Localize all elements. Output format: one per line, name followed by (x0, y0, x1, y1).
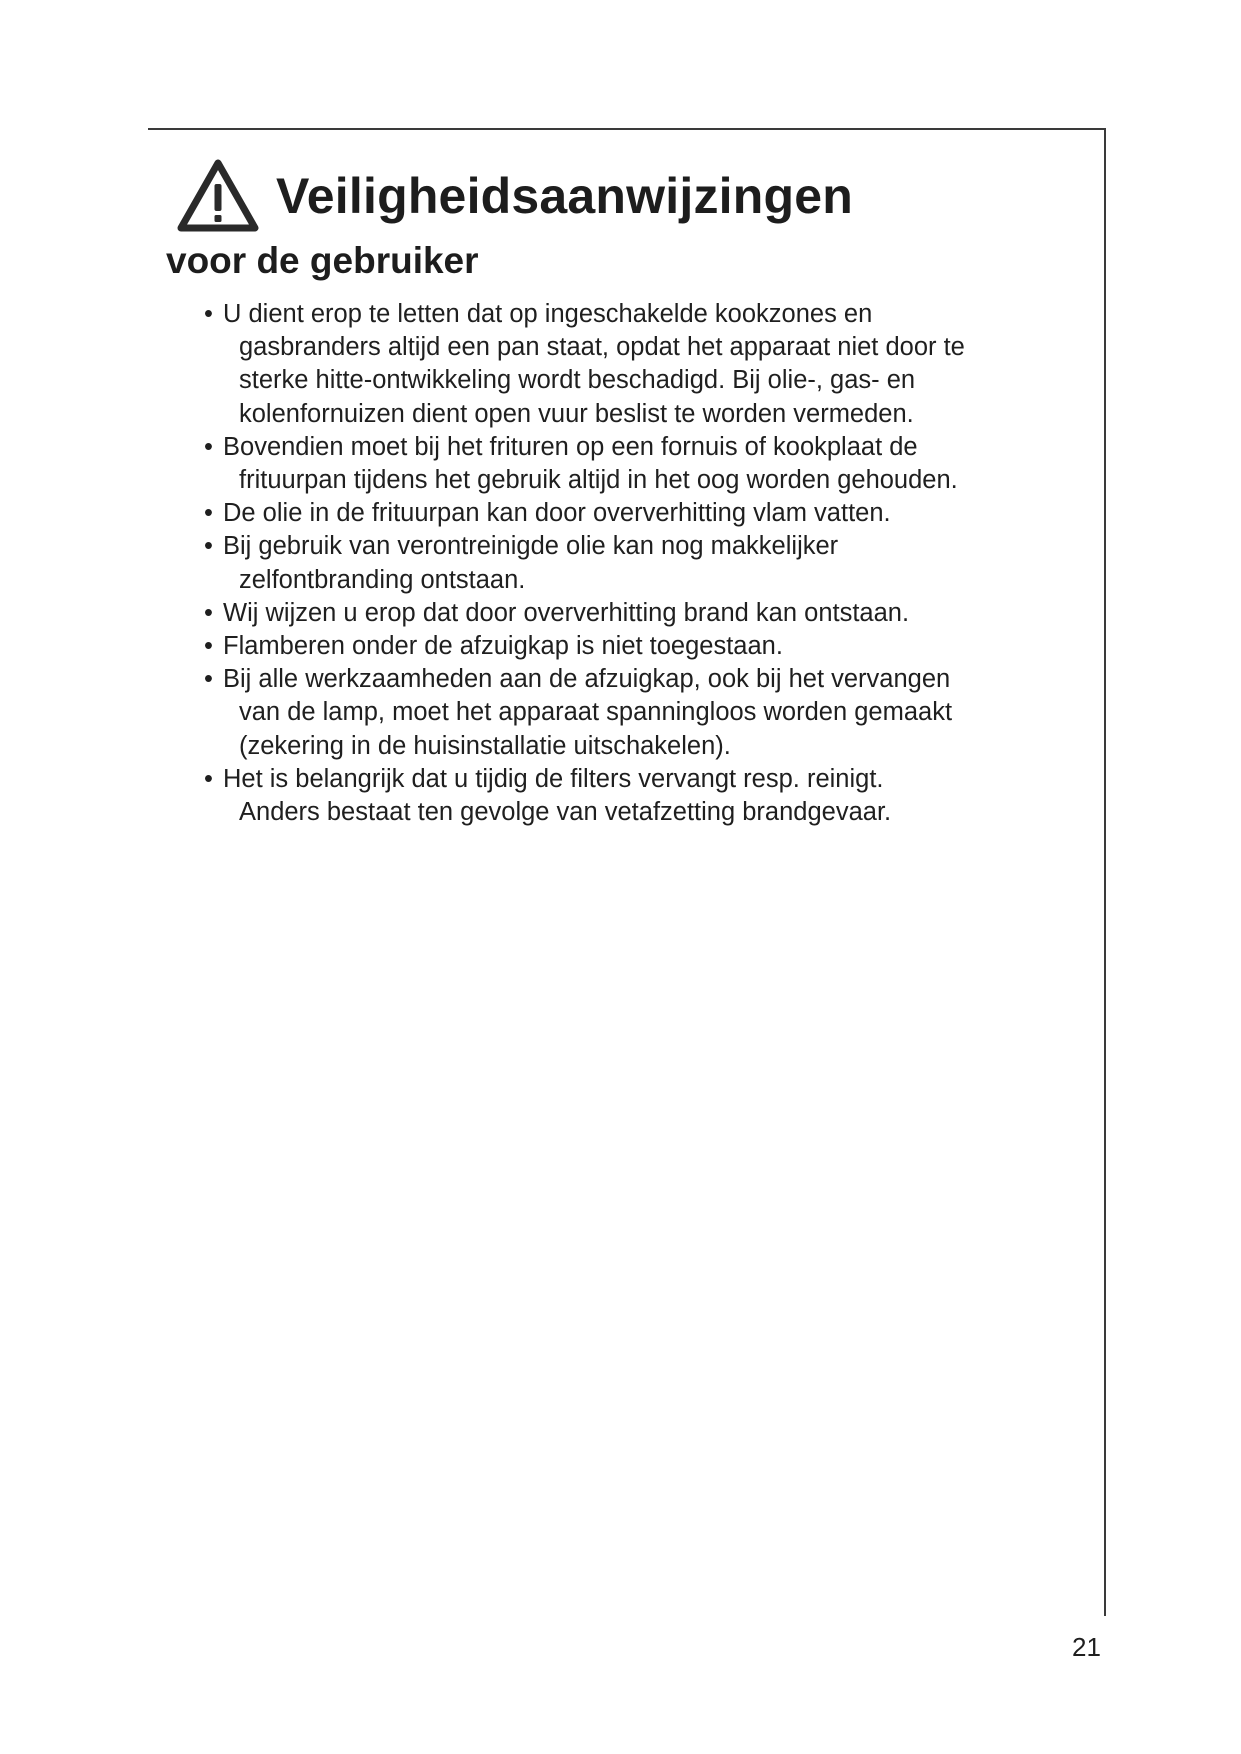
bullet-text-line: (zekering in de huisinstallatie uitschakelen). (239, 731, 731, 760)
bullet-text-line: zelfontbranding ontstaan. (239, 565, 526, 594)
bullet-text-line: Wij wijzen u erop dat door oververhitting brand kan ontstaan. (223, 598, 910, 627)
bullet-text-line: U dient erop te letten dat op ingeschakelde kookzones en (223, 300, 873, 328)
bullet-text-line: gasbranders altijd een pan staat, opdat het apparaat niet door te (239, 333, 965, 362)
list-item (204, 497, 1084, 530)
bullet-icon: • (204, 432, 213, 461)
list-item (204, 431, 1084, 497)
warning-triangle-icon (176, 158, 260, 234)
page-title: Veiligheidsaanwijzingen (276, 168, 853, 224)
title-row (176, 158, 853, 234)
list-item (204, 763, 1084, 829)
top-rule (148, 128, 1106, 130)
bullet-text-line: Bij alle werkzaamheden aan de afzuigkap, ook bij het vervangen (223, 665, 951, 694)
bullet-icon: • (204, 764, 213, 793)
right-rule (1104, 128, 1106, 1616)
safety-bullet-list (204, 298, 1084, 829)
bullet-text-line: Het is belangrijk dat u tijdig de filters vervangt resp. reinigt. (223, 764, 884, 793)
bullet-text-line: Bovendien moet bij het frituren op een fornuis of kookplaat de (223, 432, 918, 461)
bullet-text-line: frituurpan tijdens het gebruik altijd in het oog worden gehouden. (239, 466, 958, 495)
bullet-icon: • (204, 632, 213, 661)
list-item (204, 530, 1084, 596)
bullet-text-line: van de lamp, moet het apparaat spanningloos worden gemaakt (239, 698, 953, 727)
bullet-icon: • (204, 300, 213, 328)
bullet-text-line: Anders bestaat ten gevolge van vetafzetting brandgevaar. (239, 798, 892, 827)
list-item (204, 597, 1084, 630)
bullet-icon: • (204, 598, 213, 627)
bullet-icon: • (204, 499, 213, 528)
bullet-icon: • (204, 532, 213, 561)
bullet-text-line: kolenfornuizen dient open vuur beslist te worden vermeden. (239, 399, 914, 428)
list-item (204, 663, 1084, 763)
bullet-icon: • (204, 665, 213, 694)
bullet-text-line: Flamberen onder de afzuigkap is niet toegestaan. (223, 632, 783, 661)
bullet-text-line: Bij gebruik van verontreinigde olie kan nog makkelijker (223, 532, 839, 561)
page-subtitle: voor de gebruiker (166, 240, 479, 281)
bullet-text-line: De olie in de frituurpan kan door oververhitting vlam vatten. (223, 499, 891, 528)
page-number: 21 (1072, 1632, 1101, 1662)
list-item (204, 630, 1084, 663)
bullet-text-line: sterke hitte-ontwikkeling wordt beschadigd. Bij olie-, gas- en (239, 366, 916, 395)
list-item (204, 298, 1084, 431)
